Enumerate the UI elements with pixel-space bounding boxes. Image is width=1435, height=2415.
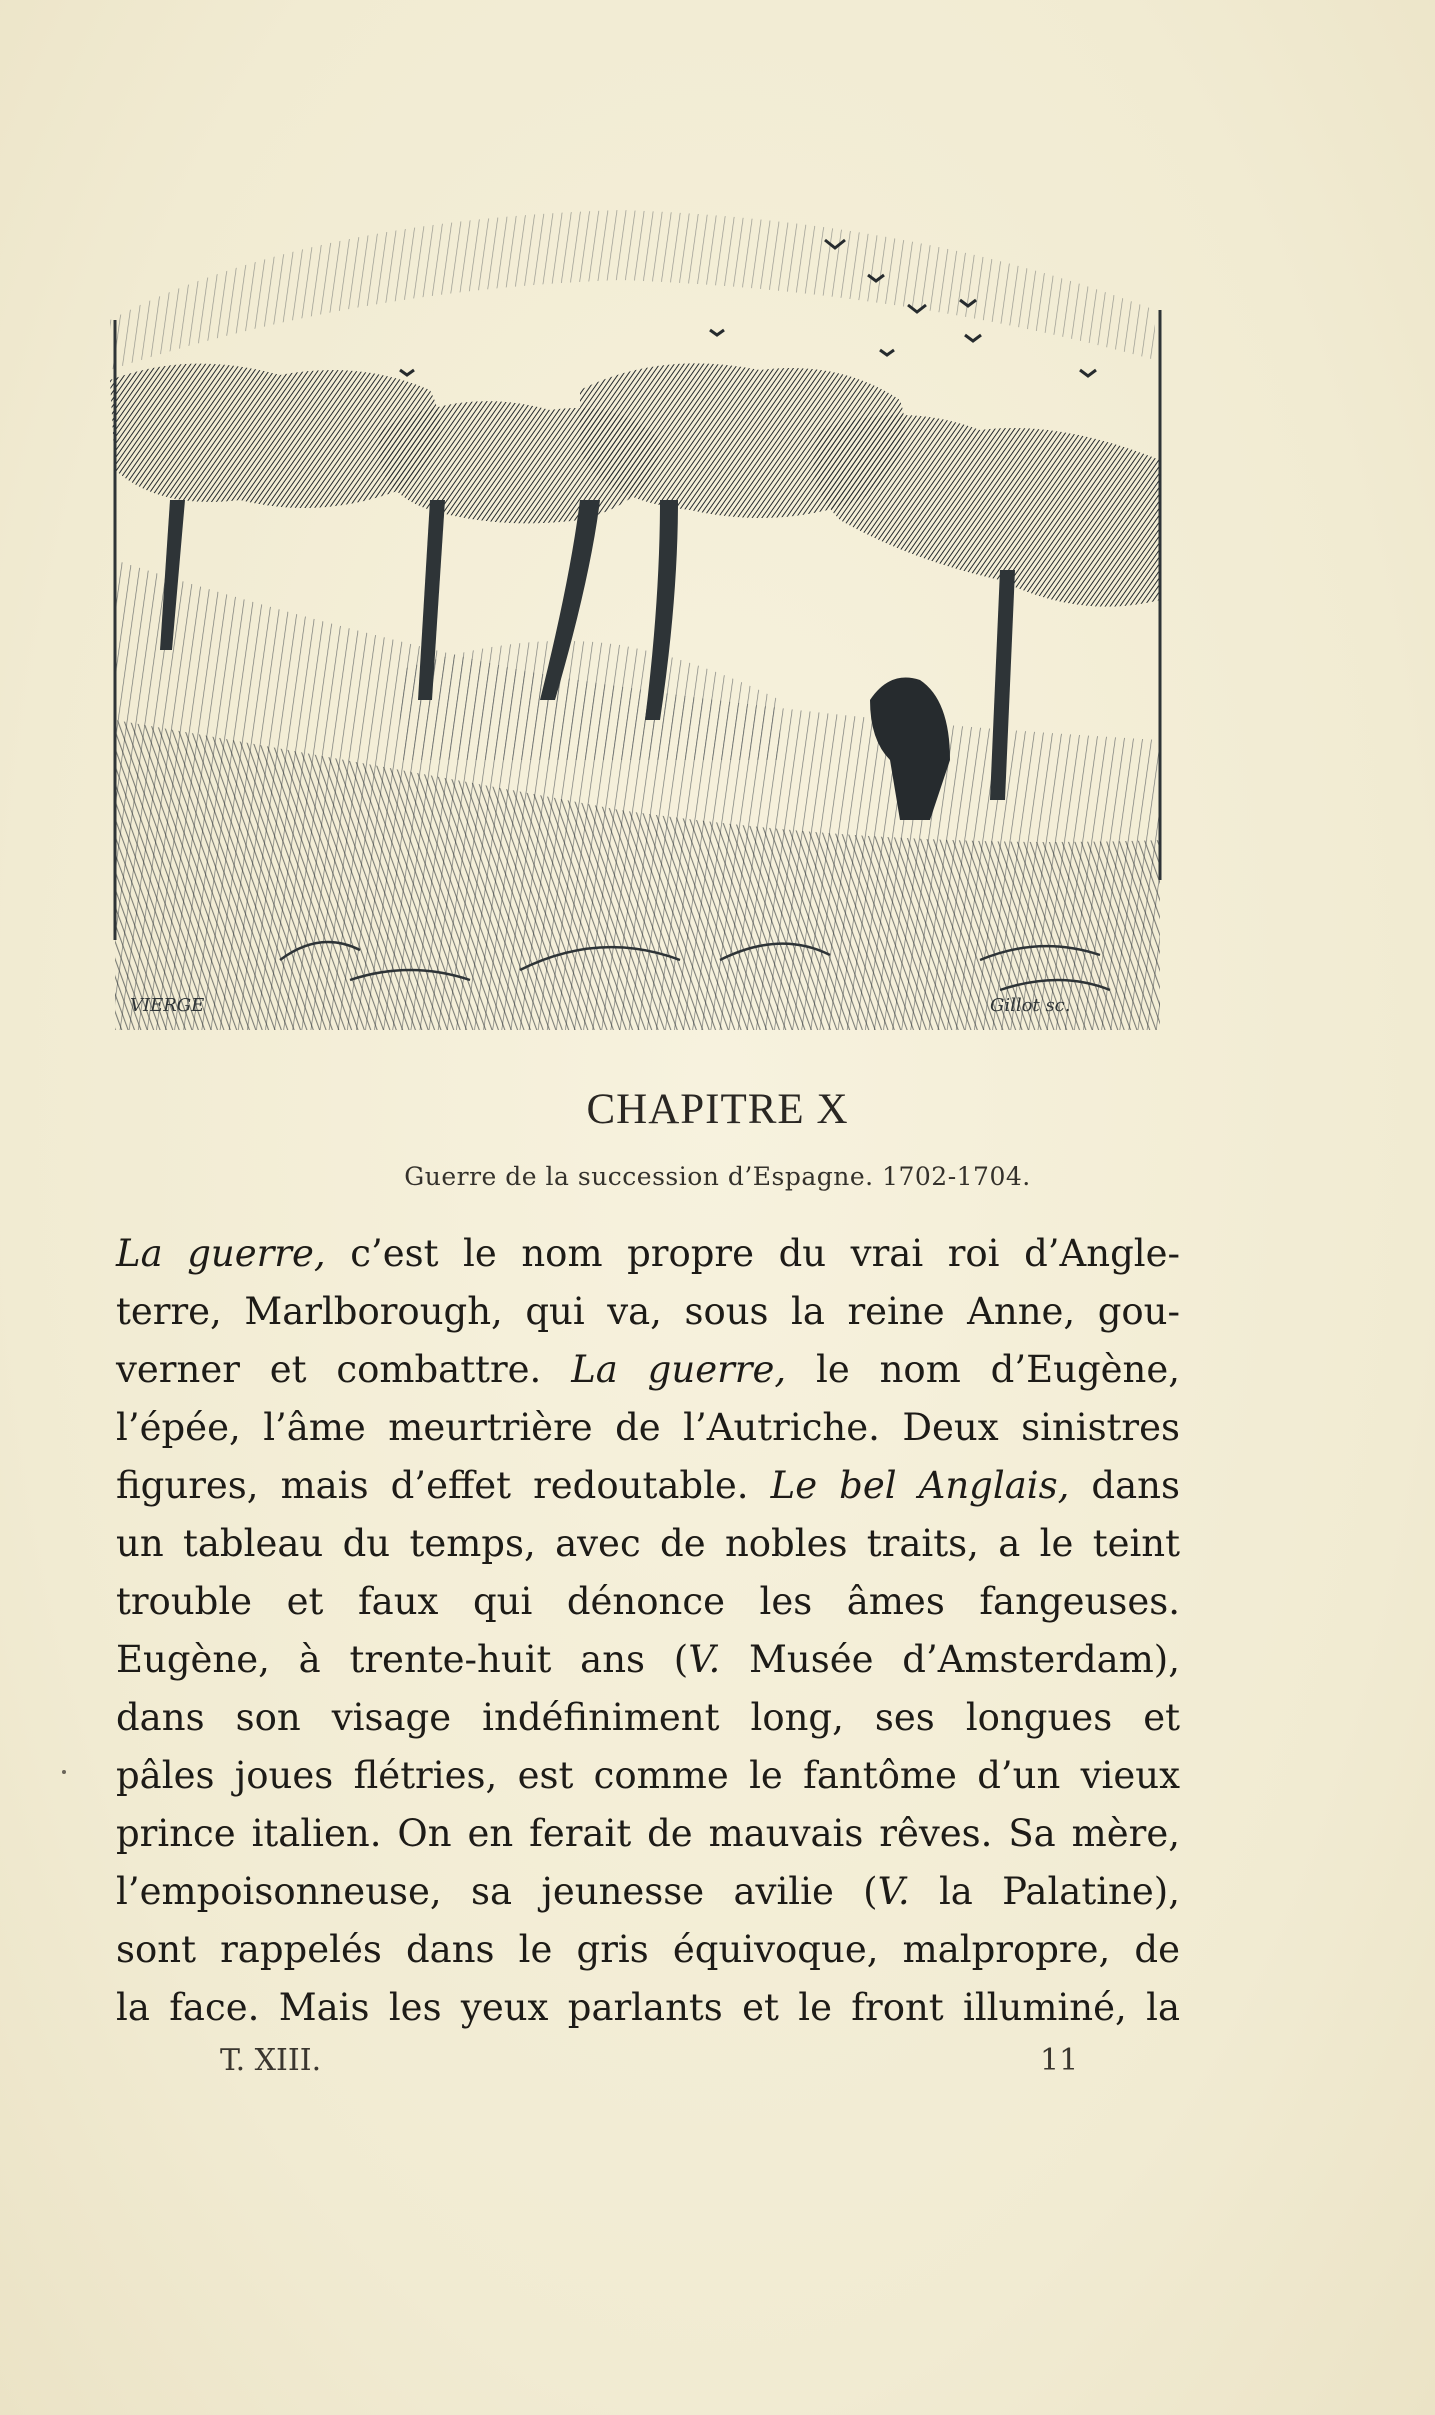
- body-line: [116, 1805, 1180, 1863]
- italic-text: La guerre,: [116, 1232, 326, 1275]
- body-line: [116, 1515, 1180, 1573]
- body-text-segment: dans: [1069, 1464, 1180, 1507]
- body-line: [116, 1979, 1180, 2037]
- italic-text: V.: [688, 1638, 721, 1681]
- body-line: [116, 1399, 1180, 1457]
- body-text-segment: la Palatine),: [909, 1870, 1180, 1913]
- body-text-segment: terre, Marlborough, qui va, sous la reine Anne, gou-: [116, 1290, 1180, 1333]
- engraving-landscape-icon: [100, 200, 1175, 1045]
- body-text-segment: la face. Mais les yeux parlants et le front illuminé, la: [116, 1986, 1180, 2029]
- chapter-subtitle: Guerre de la succession d’Espagne. 1702-1704.: [404, 1162, 1031, 1191]
- body-text-segment: Eugène, à trente-huit ans (: [116, 1638, 689, 1681]
- body-text-segment: trouble et faux qui dénonce les âmes fangeuses.: [116, 1580, 1180, 1623]
- chapter-header-illustration: [100, 200, 1175, 1045]
- body-line: [116, 1747, 1180, 1805]
- body-text-segment: verner et combattre.: [116, 1348, 572, 1391]
- footer-signature-mark: T. XIII.: [220, 2043, 322, 2078]
- italic-text: V.: [877, 1870, 910, 1913]
- body-text-segment: dans son visage indéfiniment long, ses longues et: [116, 1696, 1180, 1739]
- body-text-segment: le nom d’Eugène,: [786, 1348, 1181, 1391]
- page-footer: [0, 2043, 1435, 2083]
- body-line: [116, 1283, 1180, 1341]
- body-text-segment: Musée d’Amsterdam),: [720, 1638, 1180, 1681]
- body-line: [116, 1573, 1180, 1631]
- chapter-title: CHAPITRE X: [586, 1086, 849, 1133]
- italic-text: Le bel Anglais,: [770, 1464, 1070, 1507]
- illustration-signature-left: VIERGE: [130, 995, 205, 1016]
- body-line: [116, 1341, 1180, 1399]
- margin-speck: [62, 1770, 66, 1774]
- body-line: [116, 1689, 1180, 1747]
- body-line: [116, 1863, 1180, 1921]
- body-line: [116, 1225, 1180, 1283]
- body-line: [116, 1457, 1180, 1515]
- body-text-segment: c’est le nom propre du vrai roi d’Angle-: [325, 1232, 1180, 1275]
- italic-text: La guerre,: [571, 1348, 787, 1391]
- body-text-segment: sont rappelés dans le gris équivoque, malpropre, de: [116, 1928, 1180, 1971]
- footer-sheet-number: 11: [1040, 2043, 1079, 2078]
- body-text-segment: pâles joues flétries, est comme le fantôme d’un vieux: [116, 1754, 1180, 1797]
- body-line: [116, 1631, 1180, 1689]
- body-line: [116, 1921, 1180, 1979]
- body-text-segment: prince italien. On en ferait de mauvais rêves. Sa mère,: [116, 1812, 1180, 1855]
- body-text-segment: l’épée, l’âme meurtrière de l’Autriche. Deux sinistres: [116, 1406, 1180, 1449]
- body-text-segment: figures, mais d’effet redoutable.: [116, 1464, 771, 1507]
- body-text-segment: l’empoisonneuse, sa jeunesse avilie (: [116, 1870, 878, 1913]
- body-text-segment: un tableau du temps, avec de nobles traits, a le teint: [116, 1522, 1180, 1565]
- body-text: [116, 1225, 1180, 2037]
- illustration-signature-right: Gillot sc.: [990, 995, 1071, 1016]
